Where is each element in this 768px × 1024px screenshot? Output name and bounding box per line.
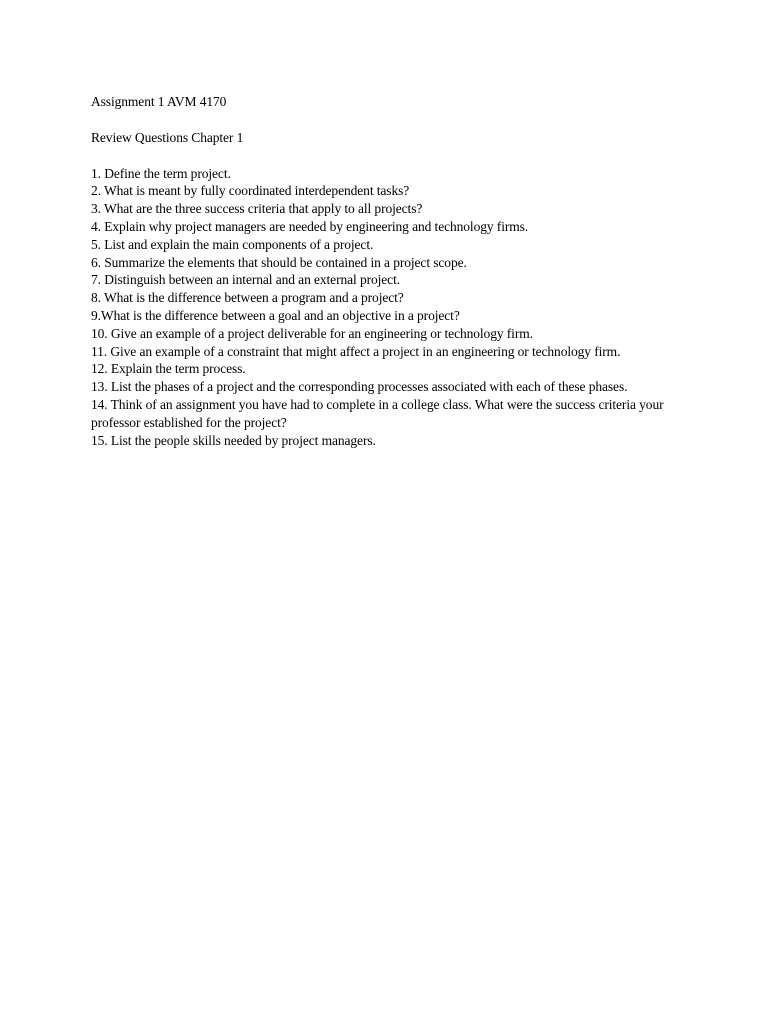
document-content	[91, 93, 681, 449]
question-item: 7. Distinguish between an internal and an external project.	[91, 272, 400, 288]
question-item: 9.What is the difference between a goal and an objective in a project?	[91, 307, 460, 323]
question-item: 13. List the phases of a project and the corresponding processes associated with each of these phases.	[91, 379, 628, 395]
question-item: 15. List the people skills needed by project managers.	[91, 432, 376, 448]
question-item: 8. What is the difference between a program and a project?	[91, 290, 404, 306]
question-item: 11. Give an example of a constraint that might affect a project in an engineering or technology firm.	[91, 343, 621, 359]
chapter-subtitle: Review Questions Chapter 1	[91, 129, 244, 145]
question-item: 1. Define the term project.	[91, 165, 231, 181]
assignment-title: Assignment 1 AVM 4170	[91, 94, 227, 109]
question-list	[91, 165, 681, 450]
question-item: 5. List and explain the main components of a project.	[91, 236, 374, 252]
question-item: 3. What are the three success criteria that apply to all projects?	[91, 201, 423, 217]
question-item: 10. Give an example of a project deliverable for an engineering or technology firm.	[91, 325, 533, 341]
question-item: 4. Explain why project managers are needed by engineering and technology firms.	[91, 218, 529, 234]
question-item: 14. Think of an assignment you have had to complete in a college class. What were the success criteria your professor established for the project?	[91, 396, 664, 430]
question-item: 6. Summarize the elements that should be contained in a project scope.	[91, 254, 467, 270]
question-item: 12. Explain the term process.	[91, 361, 246, 377]
question-item: 2. What is meant by fully coordinated interdependent tasks?	[91, 183, 410, 199]
